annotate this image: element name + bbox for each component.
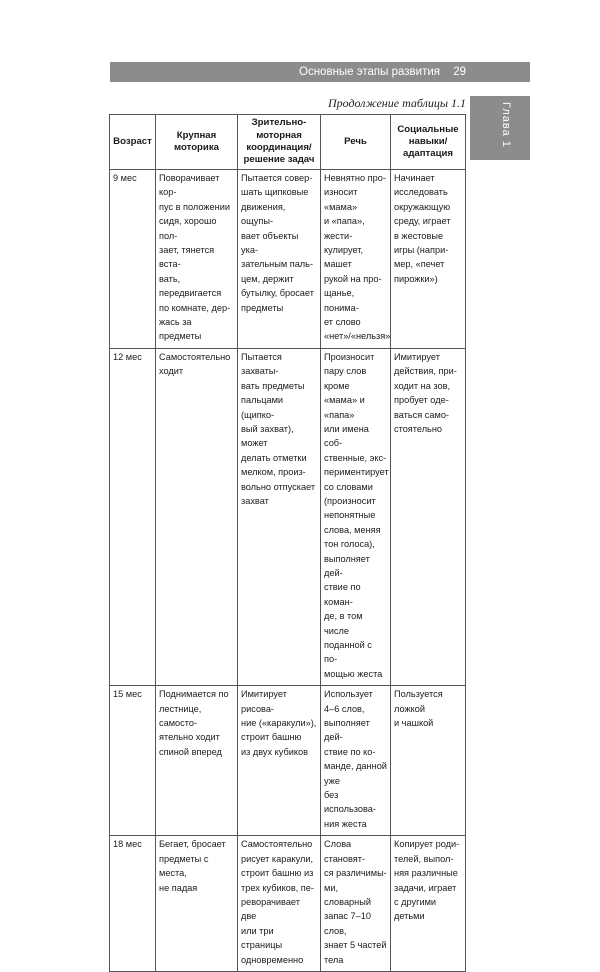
cell-visual-motor: Пытается совер- шать щипковые движения, ощупы- вает объекты ука- зательным паль- цем, держит бутылку, бросает предметы — [238, 170, 321, 349]
cell-visual-motor: Имитирует рисова- ние («каракули»), строит башню из двух кубиков — [238, 686, 321, 836]
running-header — [110, 62, 530, 82]
column-header-speech: Речь — [321, 115, 391, 170]
table-row — [110, 836, 466, 972]
cell-age: 12 мес — [110, 348, 156, 685]
table-header-row — [110, 115, 466, 170]
chapter-tab-label: Глава 1 — [500, 102, 512, 148]
column-header-social: Социальные навыки/ адаптация — [391, 115, 466, 170]
section-title: Основные этапы развития — [299, 66, 440, 78]
cell-gross-motor: Поднимается по лестнице, самосто- ятельно ходит спиной вперед — [156, 686, 238, 836]
development-table — [109, 114, 466, 972]
cell-age: 18 мес — [110, 836, 156, 972]
cell-visual-motor: Самостоятельно рисует каракули, строит башню из трех кубиков, пе- реворачивает две или три страницы одновременно — [238, 836, 321, 972]
cell-speech: Использует 4–6 слов, выполняет дей- ствие по ко- манде, данной уже без использова- ния жеста — [321, 686, 391, 836]
page-number: 29 — [453, 66, 466, 78]
cell-social: Начинает исследовать окружающую среду, играет в жестовые игры (напри- мер, «печет пирожки») — [391, 170, 466, 349]
cell-visual-motor: Пытается захваты- вать предметы пальцами (щипко- вый захват), может делать отметки мелком, произ- вольно отпускает захват — [238, 348, 321, 685]
column-header-visual-motor: Зрительно-моторная координация/ решение задач — [238, 115, 321, 170]
chapter-tab — [470, 96, 530, 160]
table-row — [110, 170, 466, 349]
cell-gross-motor: Бегает, бросает предметы с места, не падая — [156, 836, 238, 972]
table-row — [110, 348, 466, 685]
cell-age: 15 мес — [110, 686, 156, 836]
cell-speech: Слова становят- ся различимы- ми, словарный запас 7–10 слов, знает 5 частей тела — [321, 836, 391, 972]
cell-speech: Невнятно про- износит «мама» и «папа», жести- кулирует, машет рукой на про- щанье, понима- ет слово «нет»/«нельзя» — [321, 170, 391, 349]
column-header-age: Возраст — [110, 115, 156, 170]
cell-age: 9 мес — [110, 170, 156, 349]
table-row — [110, 686, 466, 836]
table-caption: Продолжение таблицы 1.1 — [327, 96, 466, 110]
cell-social: Копирует роди- телей, выпол- няя различные задачи, играет с другими детьми — [391, 836, 466, 972]
cell-gross-motor: Самостоятельно ходит — [156, 348, 238, 685]
cell-speech: Произносит пару слов кроме «мама» и «папа» или имена соб- ственные, экс- периментирует со словами (произносит непонятные слова, меняя тон голоса), выполняет дей- ствие по коман- де, в том числе поданной с по- мощью жеста — [321, 348, 391, 685]
column-header-gross-motor: Крупная моторика — [156, 115, 238, 170]
cell-gross-motor: Поворачивает кор- пус в положении сидя, хорошо пол- зает, тянется вста- вать, передвигается по комнате, дер- жась за предметы — [156, 170, 238, 349]
cell-social: Пользуется ложкой и чашкой — [391, 686, 466, 836]
cell-social: Имитирует действия, при- ходит на зов, пробует оде- ваться само- стоятельно — [391, 348, 466, 685]
